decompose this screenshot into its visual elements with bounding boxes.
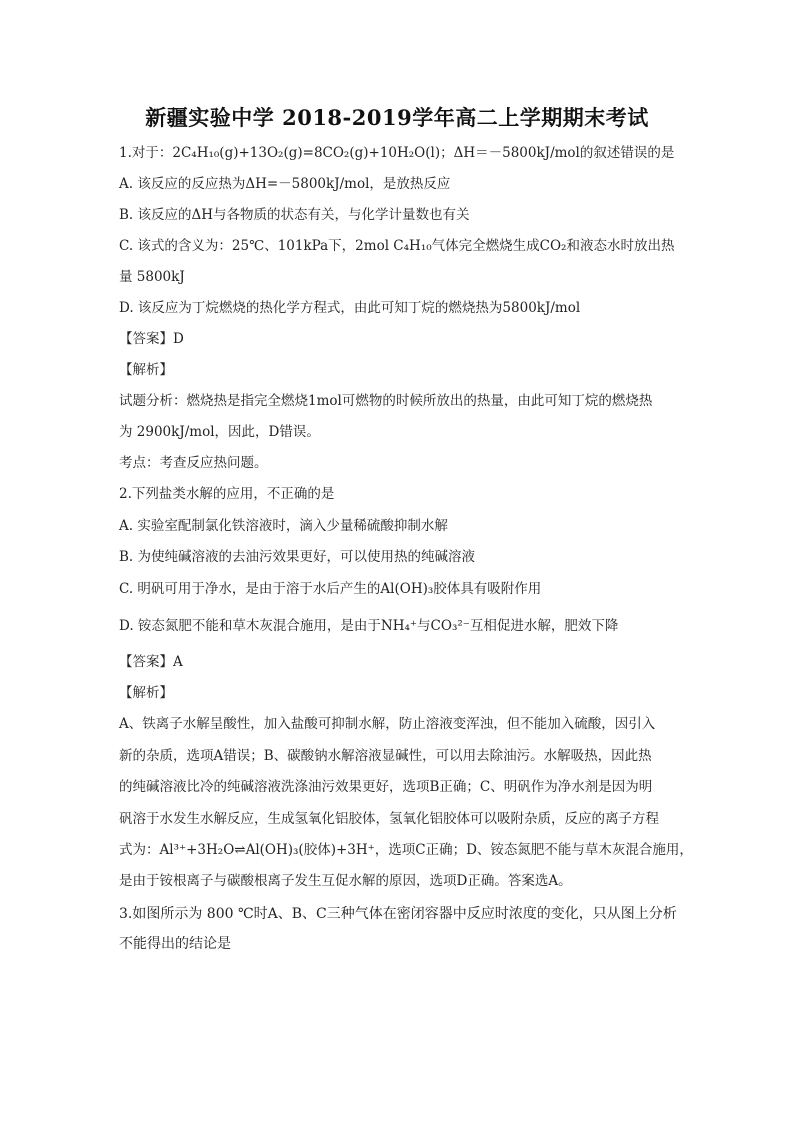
question-2-analysis-heading: 【解析】 xyxy=(119,685,173,701)
question-2-analysis-line: 式为：Al³⁺+3H₂O⇌Al(OH)₃(胶体)+3H⁺，选项C正确；D、铵态氮肥不能与草木灰混合施用， xyxy=(119,842,693,858)
question-2-option-a: A. 实验室配制氯化铁溶液时，滴入少量稀硫酸抑制水解 xyxy=(119,518,448,534)
question-1-option-a: A. 该反应的反应热为ΔH=－5800kJ/mol，是放热反应 xyxy=(119,176,451,192)
question-2-answer: 【答案】A xyxy=(119,654,183,670)
question-1-option-c-cont: 量 5800kJ xyxy=(119,269,185,285)
question-2-stem: 2.下列盐类水解的应用，不正确的是 xyxy=(119,486,335,502)
question-1-option-c: C. 该式的含义为：25℃、101kPa下，2mol C₄H₁₀气体完全燃烧生成CO₂和液态水时放出热 xyxy=(119,238,675,254)
question-2-option-d: D. 铵态氮肥不能和草木灰混合施用，是由于NH₄⁺与CO₃²⁻互相促进水解，肥效下降 xyxy=(119,618,619,634)
question-2-option-c: C. 明矾可用于净水，是由于溶于水后产生的Al(OH)₃胶体具有吸附作用 xyxy=(119,581,542,597)
question-1-stem: 1.对于：2C₄H₁₀(g)+13O₂(g)=8CO₂(g)+10H₂O(l)；ΔH＝－5800kJ/mol的叙述错误的是 xyxy=(119,145,675,161)
question-1-analysis-line: 试题分析：燃烧热是指完全燃烧1mol可燃物的时候所放出的热量，由此可知丁烷的燃烧热 xyxy=(119,393,653,409)
document-title: 新疆实验中学 2018-2019学年高二上学期期末考试 xyxy=(145,105,649,130)
question-2-analysis-line: 的纯碱溶液比冷的纯碱溶液洗涤油污效果更好，选项B正确；C、明矾作为净水剂是因为明 xyxy=(119,779,653,795)
question-2-analysis-line: 是由于铵根离子与碳酸根离子发生互促水解的原因，选项D正确。答案选A。 xyxy=(119,873,572,889)
question-1-option-b: B. 该反应的ΔH与各物质的状态有关，与化学计量数也有关 xyxy=(119,207,470,223)
question-3-stem-cont: 不能得出的结论是 xyxy=(119,936,231,952)
question-1-analysis-heading: 【解析】 xyxy=(119,362,173,378)
question-2-analysis-line: 矾溶于水发生水解反应，生成氢氧化铝胶体，氢氧化铝胶体可以吸附杂质，反应的离子方程 xyxy=(119,811,659,827)
question-1-analysis-line: 为 2900kJ/mol，因此，D错误。 xyxy=(119,424,320,440)
question-2-analysis-line: 新的杂质，选项A错误；B、碳酸钠水解溶液显碱性，可以用去除油污。水解吸热，因此热 xyxy=(119,748,652,764)
question-1-key-point: 考点：考查反应热问题。 xyxy=(119,455,268,471)
question-2-analysis-line: A、铁离子水解呈酸性，加入盐酸可抑制水解，防止溶液变浑浊，但不能加入硫酸，因引入 xyxy=(119,716,656,732)
question-3-stem: 3.如图所示为 800 ℃时A、B、C三种气体在密闭容器中反应时浓度的变化，只从图上分析 xyxy=(119,906,677,922)
question-1-option-d: D. 该反应为丁烷燃烧的热化学方程式，由此可知丁烷的燃烧热为5800kJ/mol xyxy=(119,300,581,316)
question-1-answer: 【答案】D xyxy=(119,331,184,347)
question-2-option-b: B. 为使纯碱溶液的去油污效果更好，可以使用热的纯碱溶液 xyxy=(119,549,476,565)
